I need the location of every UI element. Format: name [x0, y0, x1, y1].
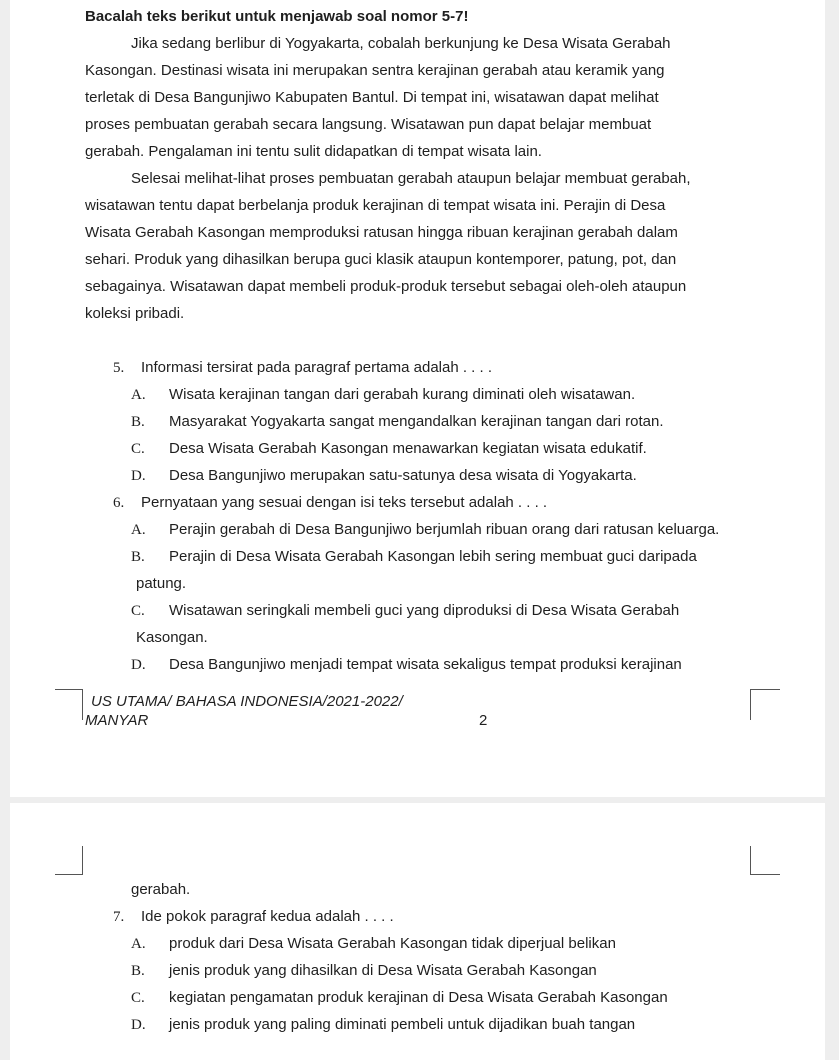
passage-line: Selesai melihat-lihat proses pembuatan gerabah ataupun belajar membuat gerabah, — [131, 170, 691, 187]
instruction-heading: Bacalah teks berikut untuk menjawab soal nomor 5-7! — [85, 8, 469, 25]
option-text-continuation: patung. — [136, 575, 187, 592]
option-letter: C. — [131, 441, 145, 457]
crop-mark — [750, 846, 780, 875]
option-letter: A. — [131, 522, 146, 538]
option-text: Perajin di Desa Wisata Gerabah Kasongan lebih sering membuat guci daripada — [169, 548, 697, 565]
document-page-1 — [10, 0, 825, 797]
passage-line: sebagainya. Wisatawan dapat membeli produk-produk tersebut sebagai oleh-oleh ataupun — [85, 278, 687, 295]
footer-header-line: US UTAMA/ BAHASA INDONESIA/2021-2022/ — [91, 693, 403, 710]
document-page-2 — [10, 803, 825, 1060]
page-number: 2 — [479, 712, 488, 729]
footer-header-line: MANYAR — [85, 712, 149, 729]
option-letter: A. — [131, 387, 146, 403]
question-text: Ide pokok paragraf kedua adalah . . . . — [141, 908, 394, 925]
option-letter: B. — [131, 963, 145, 979]
question-number: 7. — [113, 909, 125, 925]
passage-line: sehari. Produk yang dihasilkan berupa guci klasik ataupun kontemporer, patung, pot, dan — [85, 251, 677, 268]
question-number: 5. — [113, 360, 125, 376]
option-text: produk dari Desa Wisata Gerabah Kasongan tidak diperjual belikan — [169, 935, 616, 952]
option-letter: D. — [131, 468, 146, 484]
option-text: jenis produk yang paling diminati pembeli untuk dijadikan buah tangan — [169, 1016, 636, 1033]
passage-line: proses pembuatan gerabah secara langsung. Wisatawan pun dapat belajar membuat — [85, 116, 652, 133]
option-letter: B. — [131, 414, 145, 430]
option-letter: A. — [131, 936, 146, 952]
option-letter: B. — [131, 549, 145, 565]
option-text: Desa Bangunjiwo menjadi tempat wisata sekaligus tempat produksi kerajinan — [169, 656, 682, 673]
option-text: Desa Bangunjiwo merupakan satu-satunya desa wisata di Yogyakarta. — [169, 467, 637, 484]
option-text: Desa Wisata Gerabah Kasongan menawarkan kegiatan wisata edukatif. — [169, 440, 647, 457]
passage-line: Kasongan. Destinasi wisata ini merupakan sentra kerajinan gerabah atau keramik yang — [85, 62, 665, 79]
option-text: kegiatan pengamatan produk kerajinan di Desa Wisata Gerabah Kasongan — [169, 989, 668, 1006]
option-letter: C. — [131, 603, 145, 619]
crop-mark — [55, 846, 83, 875]
question-text: Pernyataan yang sesuai dengan isi teks tersebut adalah . . . . — [141, 494, 548, 511]
passage-line: wisatawan tentu dapat berbelanja produk kerajinan di tempat wisata ini. Perajin di Desa — [85, 197, 666, 214]
question-text: Informasi tersirat pada paragraf pertama adalah . . . . — [141, 359, 493, 376]
passage-line: koleksi pribadi. — [85, 305, 185, 322]
option-letter: C. — [131, 990, 145, 1006]
option-letter: D. — [131, 657, 146, 673]
passage-line: terletak di Desa Bangunjiwo Kabupaten Bantul. Di tempat ini, wisatawan dapat melihat — [85, 89, 659, 106]
option-text-continuation: gerabah. — [131, 881, 191, 898]
option-text: Wisatawan seringkali membeli guci yang diproduksi di Desa Wisata Gerabah — [169, 602, 680, 619]
option-text: Wisata kerajinan tangan dari gerabah kurang diminati oleh wisatawan. — [169, 386, 636, 403]
option-text: Perajin gerabah di Desa Bangunjiwo berjumlah ribuan orang dari ratusan keluarga. — [169, 521, 720, 538]
question-number: 6. — [113, 495, 125, 511]
passage-line: gerabah. Pengalaman ini tentu sulit didapatkan di tempat wisata lain. — [85, 143, 542, 160]
passage-line: Wisata Gerabah Kasongan memproduksi ratusan hingga ribuan kerajinan gerabah dalam — [85, 224, 678, 241]
option-text: Masyarakat Yogyakarta sangat mengandalkan kerajinan tangan dari rotan. — [169, 413, 664, 430]
option-text-continuation: Kasongan. — [136, 629, 208, 646]
crop-mark — [750, 689, 780, 720]
crop-mark — [55, 689, 83, 720]
option-text: jenis produk yang dihasilkan di Desa Wisata Gerabah Kasongan — [169, 962, 597, 979]
option-letter: D. — [131, 1017, 146, 1033]
passage-line: Jika sedang berlibur di Yogyakarta, cobalah berkunjung ke Desa Wisata Gerabah — [131, 35, 671, 52]
